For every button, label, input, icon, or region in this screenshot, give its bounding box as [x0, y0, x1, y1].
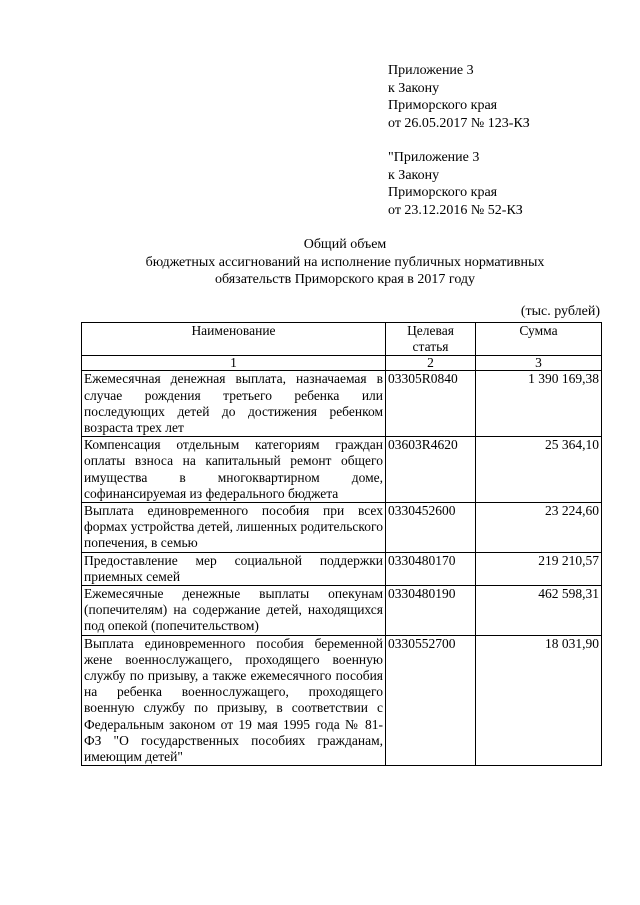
appendix-line: к Закону: [388, 167, 440, 183]
appendix-line: Приморского края: [388, 98, 498, 113]
units-label: (тыс. рублей): [520, 304, 600, 319]
header-code: Целевая статья: [386, 323, 476, 356]
appendix-line: к Закону: [388, 80, 440, 96]
appendix-line: "Приложение 3: [388, 150, 480, 165]
header-name: Наименование: [82, 323, 386, 356]
table-row: [82, 503, 602, 553]
column-number: 2: [386, 356, 476, 371]
appendix-line: Приложение 3: [388, 63, 474, 78]
row-code: 0330480190: [386, 586, 476, 636]
appendix-line: от 23.12.2016 № 52-КЗ: [388, 202, 523, 218]
row-sum: 219 210,57: [476, 552, 602, 585]
column-number: 3: [476, 356, 602, 371]
row-sum: 1 390 169,38: [476, 371, 602, 437]
row-code: 0330480170: [386, 552, 476, 585]
row-name: Компенсация отдельным категориям граждан оплаты взноса на капитальный ремонт общего имущества в многоквартирном доме, софинансируемая из федерального бюджета: [82, 437, 386, 503]
title-line: Общий объем: [303, 237, 387, 252]
table-row: [82, 586, 602, 636]
row-sum: 25 364,10: [476, 437, 602, 503]
table-row: [82, 552, 602, 585]
document-title: [70, 236, 620, 289]
title-line: обязательств Приморского края в 2017 году: [214, 272, 476, 287]
column-number-row: [82, 356, 602, 371]
row-name: Выплата единовременного пособия беременной жене военнослужащего, проходящего военную службу по призыву, а также ежемесячного пособия на ребенка военнослужащего, проходящего военную службу по призыву, в соответствии с Федеральным законом от 19 мая 1995 года № 81-ФЗ "О государственных пособиях гражданам, имеющим детей": [82, 635, 386, 766]
appendix-line: Приморского края: [388, 185, 498, 200]
header-sum: Сумма: [476, 323, 602, 356]
title-line: бюджетных ассигнований на исполнение публичных нормативных: [145, 254, 545, 270]
table-row: [82, 437, 602, 503]
row-sum: 18 031,90: [476, 635, 602, 766]
column-number: 1: [82, 356, 386, 371]
row-code: 03603R4620: [386, 437, 476, 503]
row-sum: 23 224,60: [476, 503, 602, 553]
table-row: [82, 635, 602, 766]
row-name: Ежемесячная денежная выплата, назначаемая в случае рождения третьего ребенка или последующих детей до достижения ребенком возраста трех лет: [82, 371, 386, 437]
appendix-current-reference: [388, 62, 530, 132]
row-name: Выплата единовременного пособия при всех формах устройства детей, лишенных родительского попечения, в семью: [82, 503, 386, 553]
allocations-table: [81, 322, 602, 766]
appendix-previous-reference: [388, 149, 523, 219]
row-name: Предоставление мер социальной поддержки приемных семей: [82, 552, 386, 585]
row-sum: 462 598,31: [476, 586, 602, 636]
row-name: Ежемесячные денежные выплаты опекунам (попечителям) на содержание детей, находящихся под опекой (попечительством): [82, 586, 386, 636]
row-code: 0330452600: [386, 503, 476, 553]
appendix-line: от 26.05.2017 № 123-КЗ: [388, 115, 530, 131]
table-row: [82, 371, 602, 437]
row-code: 03305R0840: [386, 371, 476, 437]
table-header-row: [82, 323, 602, 356]
row-code: 0330552700: [386, 635, 476, 766]
